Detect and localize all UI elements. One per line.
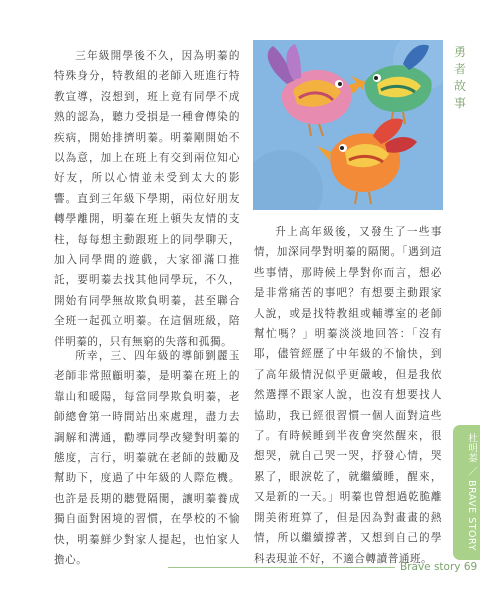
section-title (451, 44, 469, 112)
footer-divider (168, 567, 395, 568)
body-paragraph: 三年級開學後不久，因為明蓁的特殊身分，特教組的老師入班進行特教宣導，沒想到，班上竟有同學不成熟的認為，聽力受損是一種會傳染的疾病，開始排擠明蓁。明蓁剛開始不以為意，加上在班上有交到兩位知心好友，所以心情並未受到太大的影響。直到三年級下學期，兩位好朋友轉學離開，明蓁在班上頓失友情的支柱，每每想主動跟班上的同學聊天，加入同學間的遊戲，大家卻滿口推託，要明蓁去找其他同學玩，不久，開始有同學無故欺負明蓁，甚至聯合全班一起孤立明蓁。在這個班級，陪伴明蓁的，只有無窮的失落和孤獨。 (54, 50, 240, 348)
side-tab-name: 杜明蓁 (466, 433, 477, 463)
side-tab-series: BRAVE STORY (466, 480, 477, 551)
section-title-char: 者 (453, 62, 466, 76)
three-birds-icon (253, 40, 443, 210)
section-title-char: 故 (453, 79, 466, 93)
side-tab-label (456, 433, 478, 553)
page-number: 69 (463, 561, 478, 573)
side-tab-separator: ／ (466, 466, 477, 477)
page-footer (400, 561, 477, 573)
section-title-char: 事 (453, 96, 466, 110)
birds-illustration (253, 40, 443, 210)
section-title-char: 勇 (453, 45, 466, 59)
body-paragraph: 升上高年級後，又發生了一些事情，加深同學對明蓁的隔閡。「遇到這些事情，那時候上學對你而言，想必是非常痛苦的事吧？有想要主動跟家人說，或是找特教組或輔導室的老師幫忙嗎？」明蓁淡淡地回答：「沒有耶，儘管經歷了中年級的不愉快，到了高年級情況似乎更嚴峻，但是我依然選擇不跟家人說，也沒有想要找人協助，我已經很習慣一個人面對這些了。有時候睡到半夜會突然醒來，很想哭，就自己哭一哭，抒發心情，哭累了，眼淚乾了，就繼續睡，醒來，又是新的一天。」明蓁也曾想過乾脆離開美術班算了，但是因為對畫畫的熱情，所以繼續撐著，又想到自己的學科表現並不好，不適合轉讀普通班。 (254, 226, 442, 565)
body-paragraph: 所幸，三、四年級的導師劉麗玉老師非常照顧明蓁，是明蓁在班上的靠山和暖陽，每當同學欺負明蓁，老師總會第一時間站出來處理，盡力去調解和溝通，勸導同學改變對明蓁的態度，言行，明蓁就在老師的鼓勵及幫助下，度過了中年級的人際危機。也許是長期的聽覺隔閡，讓明蓁養成獨自面對困境的習慣，在學校的不愉快，明蓁鮮少對家人提起，也怕家人擔心。 (54, 350, 240, 567)
side-tab (453, 425, 480, 560)
footer-label: Brave story (400, 561, 461, 573)
